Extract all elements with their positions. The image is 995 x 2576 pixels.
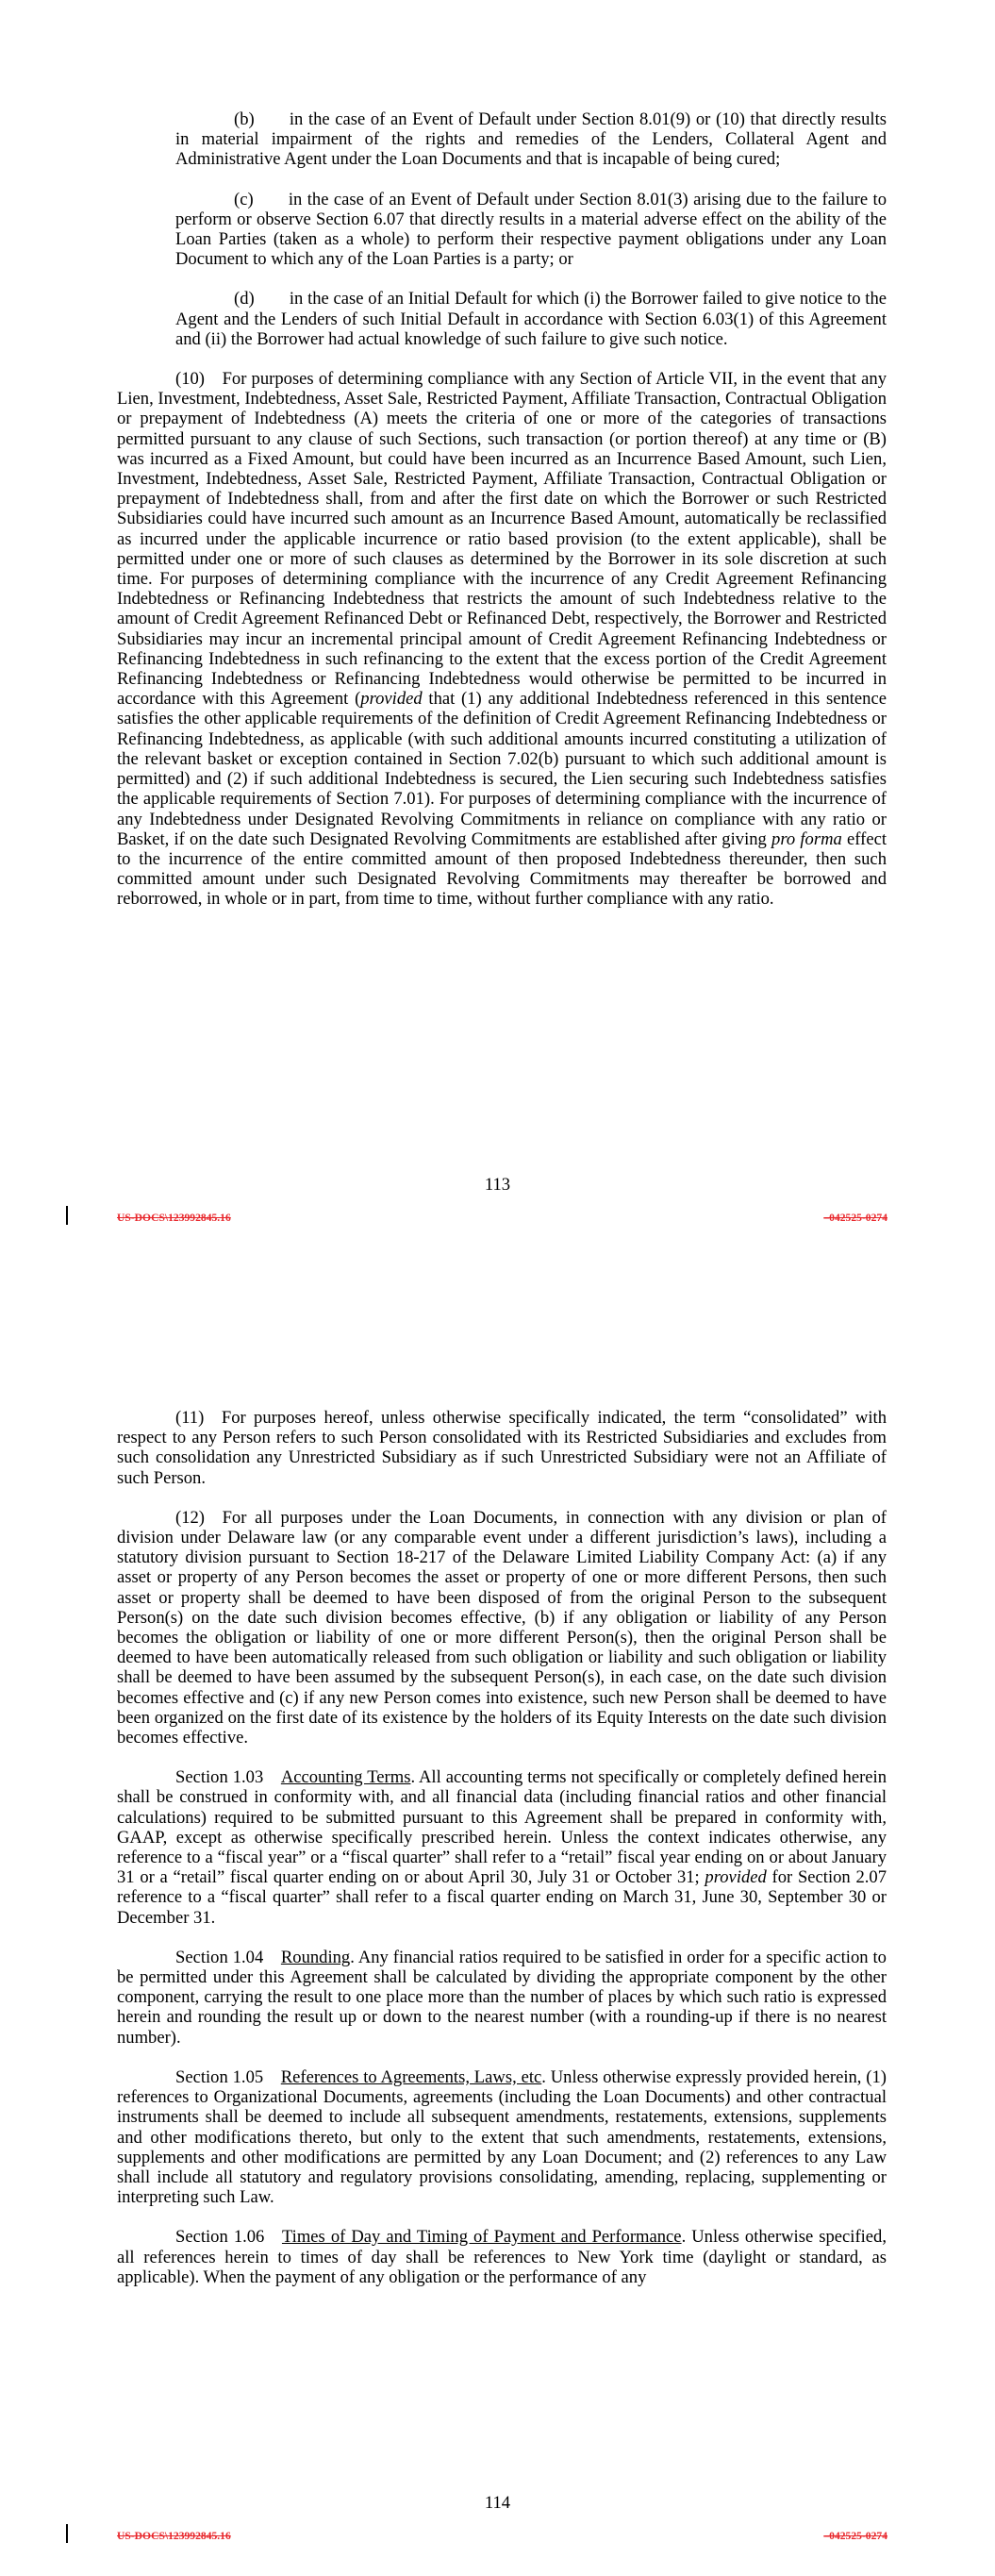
section-1-04-heading: Rounding bbox=[280, 1947, 351, 1967]
change-bar bbox=[66, 2524, 68, 2543]
page-113 bbox=[0, 0, 995, 1255]
section-1-03-text-1: . All accounting terms not specifically or completely defined herein shall be construed in conformity with, and all financial data (including financial ratios and other financial calculations) required to be submitted pursuant to this Agreement shall be prepared in conformity with, GAAP, except as otherwise specifically prescribed herein. Unless the context indicates otherwise, any reference to a “fiscal year” or a “fiscal quarter” shall refer to a “retail” fiscal year ending on or about January 31 or a “retail” fiscal quarter ending on or about April 30, July 31 or October 31; bbox=[117, 1767, 887, 1888]
section-1-05-number: Section 1.05 bbox=[175, 2066, 281, 2087]
clause-b: (b) in the case of an Event of Default under Section 8.01(9) or (10) that directly results in material impairment of the rights and remedies of the Lenders, Collateral Agent and Administrative Agent under the Loan Documents and that is incapable of being cured; bbox=[175, 109, 887, 170]
provided-italic: provided bbox=[705, 1867, 767, 1888]
section-1-06 bbox=[117, 2227, 887, 2287]
section-1-03-heading: Accounting Terms bbox=[280, 1767, 411, 1788]
pro-forma-italic: pro forma bbox=[771, 828, 842, 849]
paragraph-10-text-3: effect to the incurrence of the entire committed amount of then proposed Indebtedness thereunder, then such committed amount under such Designated Revolving Commitments may thereafter be borrowed and reborrowed, in whole or in part, from time to time, without further compliance with any ratio. bbox=[117, 828, 887, 910]
section-1-03 bbox=[117, 1767, 887, 1928]
section-1-04 bbox=[117, 1948, 887, 2048]
section-1-04-text: . Any financial ratios required to be satisfied in order for a specific action to be permitted under this Agreement shall be calculated by dividing the appropriate component by the other component, carrying the result to one place more than the number of places by which such ratio is expressed herein and rounding the result up or down to the nearest number (with a rounding-up if there is no nearest number). bbox=[117, 1947, 887, 2048]
footer-matter-id: –042525-0274 bbox=[823, 2530, 887, 2542]
change-bar bbox=[66, 1206, 68, 1225]
section-1-05-text: . Unless otherwise expressly provided herein, (1) references to Organizational Documents, agreements (including the Loan Documents) and other contractual instruments shall be deemed to include all subsequent amendments, restatements, extensions, supplements and other modifications thereto, but only to the extent that such amendments, restatements, extensions, supplements and other modifications are permitted by any Loan Document; and (2) references to any Law shall include all statutory and regulatory provisions consolidating, amending, replacing, supplementing or interpreting such Law. bbox=[117, 2066, 887, 2208]
paragraph-10-text-1: (10) For purposes of determining compliance with any Section of Article VII, in the event that any Lien, Investment, Indebtedness, Asset Sale, Restricted Payment, Affiliate Transaction, Contractual Obligation or prepayment of Indebtedness (A) meets the criteria of one or more of the categories of transactions permitted pursuant to any clause of such Sections, such transaction (or portion thereof) at any time or (B) was incurred as a Fixed Amount, but could have been incurred as an Incurrence Based Amount, such Lien, Investment, Indebtedness, Asset Sale, Restricted Payment, Affiliate Transaction, Contractual Obligation or prepayment of Indebtedness shall, from and after the first date on which the Borrower or such Restricted Subsidiaries could have incurred such amount as an Incurrence Based Amount, automatically be reclassified as incurred under the applicable incurrence or ratio based provision (to the extent applicable), shall be permitted under one or more of such clauses as determined by the Borrower in its sole discretion at such time. For purposes of determining compliance with the incurrence of any Credit Agreement Refinancing Indebtedness or Refinancing Indebtedness that restricts the amount of such Indebtedness relative to the amount of Credit Agreement Refinanced Debt or Refinanced Debt, respectively, the Borrower and Restricted Subsidiaries may incur an incremental principal amount of Credit Agreement Refinancing Indebtedness or Refinancing Indebtedness in such refinancing to the extent that the excess portion of the Credit Agreement Refinancing Indebtedness or Refinancing Indebtedness would otherwise be permitted to be incurred in accordance with this Agreement ( bbox=[117, 369, 887, 710]
page-114-body bbox=[117, 1408, 887, 2287]
paragraph-11: (11) For purposes hereof, unless otherwise specifically indicated, the term “consolidated” with respect to any Person refers to such Person consolidated with its Restricted Subsidiaries and excludes from such consolidation any Unrestricted Subsidiary as if such Unrestricted Subsidiary were not an Affiliate of such Person. bbox=[117, 1408, 887, 1488]
section-1-06-number: Section 1.06 bbox=[175, 2227, 282, 2248]
footer-doc-id: US-DOCS\123992845.16 bbox=[117, 1212, 231, 1224]
page-number: 114 bbox=[484, 2493, 511, 2513]
clause-c: (c) in the case of an Event of Default under Section 8.01(3) arising due to the failure to perform or observe Section 6.07 that directly results in a material adverse effect on the ability of the Loan Parties (taken as a whole) to perform their respective payment obligations under any Loan Document to which any of the Loan Parties is a party; or bbox=[175, 189, 887, 270]
page-number: 113 bbox=[484, 1175, 511, 1195]
footer-doc-id: US-DOCS\123992845.16 bbox=[117, 2530, 231, 2542]
paragraph-10 bbox=[117, 369, 887, 909]
section-1-05 bbox=[117, 2067, 887, 2207]
section-1-05-heading: References to Agreements, Laws, etc bbox=[280, 2066, 542, 2087]
paragraph-10-text-2: that (1) any additional Indebtedness referenced in this sentence satisfies the other applicable requirements of the definition of Credit Agreement Refinancing Indebtedness or Refinancing Indebtedness, as applicable (with such additional amounts incurred constituting a utilization of the relevant basket or exception contained in Section 7.02(b) pursuant to which such additional amount is permitted) and (2) if such additional Indebtedness is secured, the Lien securing such Indebtedness satisfies the applicable requirements of Section 7.01). For purposes of determining compliance with the incurrence of any Indebtedness under Designated Revolving Commitments in reliance on compliance with any ratio or Basket, if on the date such Designated Revolving Commitments are established after giving bbox=[117, 689, 887, 849]
footer-matter-id: –042525-0274 bbox=[823, 1212, 887, 1224]
page-113-body bbox=[117, 109, 887, 910]
clause-d: (d) in the case of an Initial Default for which (i) the Borrower failed to give notice to the Agent and the Lenders of such Initial Default in accordance with Section 6.03(1) of this Agreement and (ii) the Borrower had actual knowledge of such failure to give such notice. bbox=[175, 289, 887, 349]
section-1-03-text-2: for Section 2.07 reference to a “fiscal quarter” shall refer to a fiscal quarter ending on March 31, June 30, September 30 or December 31. bbox=[117, 1867, 887, 1928]
section-1-04-number: Section 1.04 bbox=[175, 1947, 281, 1967]
section-1-06-text: . Unless otherwise specified, all references herein to times of day shall be references to New York time (daylight or standard, as applicable). When the payment of any obligation or the performance of any bbox=[117, 2227, 887, 2287]
page-114 bbox=[0, 1321, 995, 2576]
provided-italic: provided bbox=[360, 689, 423, 710]
section-1-03-number: Section 1.03 bbox=[175, 1767, 281, 1788]
section-1-06-heading: Times of Day and Timing of Payment and Performance bbox=[281, 2227, 682, 2248]
paragraph-12: (12) For all purposes under the Loan Documents, in connection with any division or plan of division under Delaware law (or any comparable event under a different jurisdiction’s laws), including a statutory division pursuant to Section 18-217 of the Delaware Limited Liability Company Act: (a) if any asset or property of any Person becomes the asset or property of one or more different Persons, then such asset or property shall be deemed to have been disposed of from the original Person to the subsequent Person(s) on the date such division becomes effective, (b) if any obligation or liability of any Person becomes the obligation or liability of one or more different Person(s), then the original Person shall be deemed to have been automatically released from such obligation or liability and such obligation or liability shall be deemed to have been assumed by the subsequent Person(s), in each case, on the date such division becomes effective and (c) if any new Person comes into existence, such new Person shall be deemed to have been organized on the first date of its existence by the holders of its Equity Interests on the date such division becomes effective. bbox=[117, 1507, 887, 1748]
